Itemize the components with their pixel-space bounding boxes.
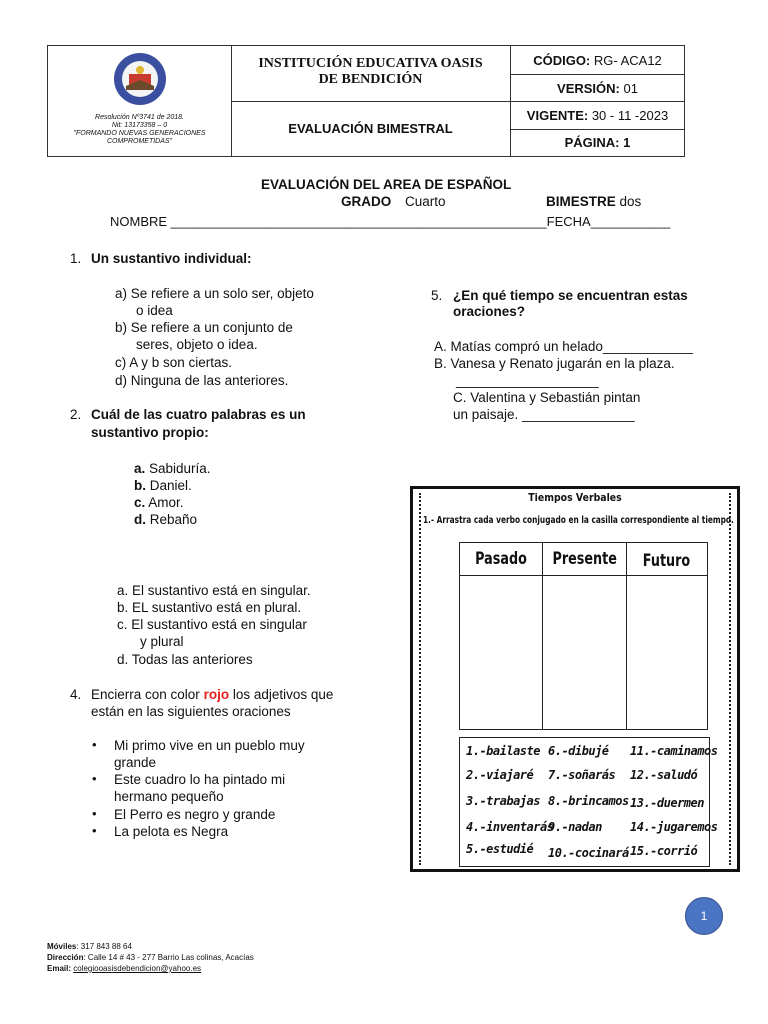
footer-address-label: Dirección: [47, 953, 84, 962]
q1-number: 1.: [70, 251, 82, 266]
q4-text-before: Encierra con color: [91, 687, 204, 702]
q2-option-d-letter: d.: [134, 512, 146, 527]
tense-table: [459, 542, 708, 730]
bullet-icon: •: [92, 823, 97, 838]
q2-option-c-text: Amor.: [145, 495, 184, 510]
footer-email-link[interactable]: colegiooasisdebendicion@yahoo.es: [73, 964, 202, 973]
vigente-value: 30 - 11 -2023: [588, 108, 669, 123]
q2-option-b-letter: b.: [134, 478, 146, 493]
column-futuro[interactable]: Futuro: [642, 551, 691, 571]
footer-email: [47, 963, 201, 974]
exam-title: EVALUACIÓN DEL AREA DE ESPAÑOL: [261, 177, 512, 192]
q5-number: 5.: [431, 288, 443, 303]
divider: [231, 101, 510, 102]
q2-option-b: [134, 477, 192, 494]
page-number-badge: 1: [685, 897, 723, 935]
verb-word[interactable]: 9.-nadan: [548, 820, 602, 834]
motto-text: "FORMANDO NUEVAS GENERACIONES COMPROMETIDAS": [73, 130, 206, 145]
row-divider: [460, 575, 707, 576]
q4-text: [91, 686, 333, 703]
q4-highlight-rojo: rojo: [203, 687, 230, 702]
grado-label: GRADO: [341, 194, 392, 209]
dotted-border-left: [419, 493, 421, 865]
q5-item-b: B. Vanesa y Renato jugarán en la plaza.: [434, 356, 675, 371]
institution-name: [231, 56, 510, 88]
q1-option-d: d) Ninguna de las anteriores.: [115, 373, 289, 388]
verb-word[interactable]: 8.-brincamos: [548, 794, 629, 808]
codigo-value: RG- ACA12: [590, 53, 662, 68]
q2-title-line1: Cuál de las cuatro palabras es un: [91, 407, 306, 422]
header-table: [47, 45, 685, 157]
codigo-row: [510, 53, 685, 68]
q5-title-line1: ¿En qué tiempo se encuentran estas: [453, 288, 688, 303]
bimestre-label: BIMESTRE: [546, 194, 616, 209]
tiempos-title: Tiempos Verbales: [528, 491, 622, 504]
q2-option-c: [134, 494, 184, 511]
footer-phones: [47, 941, 132, 952]
verb-word[interactable]: 11.-caminamos: [630, 744, 718, 758]
q2-number: 2.: [70, 407, 82, 422]
grado-value: Cuarto: [405, 194, 446, 209]
codigo-label: CÓDIGO:: [533, 53, 591, 68]
bimestre: [546, 193, 641, 210]
q2-option-b-text: Daniel.: [146, 478, 192, 493]
verb-word[interactable]: 10.-cocinará: [548, 846, 629, 860]
q4-sentence-4: La pelota es Negra: [114, 824, 229, 839]
version-label: VERSIÓN:: [557, 81, 620, 96]
school-logo-icon: [113, 52, 167, 106]
q2-option-a-letter: a.: [134, 461, 146, 476]
verb-word[interactable]: 15.-corrió: [630, 844, 698, 858]
q4-number: 4.: [70, 687, 82, 702]
verb-word[interactable]: 6.-dibujé: [548, 744, 609, 758]
divider: [510, 129, 685, 130]
q5-item-a: A. Matías compró un helado____________: [434, 339, 693, 354]
verb-word[interactable]: 2.-viajaré: [466, 768, 534, 782]
nit-text: Nit: 13173358 – 0: [111, 122, 168, 129]
q1-option-a-cont: o idea: [136, 303, 173, 318]
q5-title-line2: oraciones?: [453, 304, 526, 319]
tiempos-verbales-worksheet: [410, 486, 740, 872]
q5-item-c-cont: un paisaje. _______________: [453, 407, 635, 422]
q4-sentence-3: El Perro es negro y grande: [114, 807, 276, 822]
verb-word[interactable]: 12.-saludó: [630, 768, 698, 782]
bullet-icon: •: [92, 771, 97, 786]
q3-option-b: b. EL sustantivo está en plural.: [117, 600, 302, 615]
institution-cell: [231, 46, 511, 156]
footer-phones-label: Móviles: [47, 942, 77, 951]
verb-word[interactable]: 1.-bailaste: [466, 744, 540, 758]
q4-text-line2: están en las siguientes oraciones: [91, 704, 291, 719]
dotted-border-right: [729, 493, 731, 865]
vigente-label: VIGENTE:: [526, 108, 589, 123]
resolution-text: Resolución Nº3741 de 2018.: [95, 114, 184, 121]
q1-option-a: a) Se refiere a un solo ser, objeto: [115, 286, 314, 301]
bimestre-value: dos: [615, 194, 642, 209]
footer-address-value: : Calle 14 # 43 - 277 Barrio Las colinas, Acacías: [83, 953, 254, 962]
footer-phones-value: : 317 843 88 64: [76, 942, 132, 951]
bullet-icon: •: [92, 737, 97, 752]
q1-option-b-cont: seres, objeto o idea.: [136, 337, 258, 352]
q4-sentence-2-cont: hermano pequeño: [114, 789, 224, 804]
verb-word[interactable]: 3.-trabajas: [466, 794, 540, 808]
verb-word[interactable]: 4.-inventarás: [466, 820, 554, 834]
pagina-row: PÁGINA: 1: [564, 135, 631, 150]
q1-option-c: c) A y b son ciertas.: [115, 355, 233, 370]
verb-word[interactable]: 13.-duermen: [630, 796, 704, 810]
q3-option-d: d. Todas las anteriores: [117, 652, 253, 667]
divider: [510, 74, 685, 75]
column-pasado[interactable]: Pasado: [475, 549, 527, 569]
institution-line2: DE BENDICIÓN: [318, 72, 423, 87]
q3-option-a: a. El sustantivo está en singular.: [117, 583, 311, 598]
version-value: 01: [619, 81, 638, 96]
logo-cell: [48, 46, 232, 156]
footer-email-label: Email:: [47, 964, 72, 973]
divider: [510, 101, 685, 102]
col-divider: [626, 543, 627, 729]
verb-word[interactable]: 7.-soñarás: [548, 768, 616, 782]
col-divider: [542, 543, 543, 729]
q4-sentence-1: Mi primo vive en un pueblo muy: [114, 738, 305, 753]
q5-item-b-blank: ___________________: [456, 373, 599, 388]
q2-option-d: [134, 511, 197, 528]
evaluation-type: EVALUACIÓN BIMESTRAL: [288, 121, 453, 136]
meta-cell: [510, 46, 685, 156]
nombre-fecha-line: NOMBRE ____________________________________________________FECHA___________: [110, 214, 671, 229]
q4-sentence-2: Este cuadro lo ha pintado mi: [114, 772, 286, 787]
q1-option-b: b) Se refiere a un conjunto de: [115, 320, 293, 335]
q3-option-c-cont: y plural: [140, 634, 184, 649]
q2-option-a-text: Sabiduría.: [145, 461, 211, 476]
verb-word[interactable]: 14.-jugaremos: [630, 820, 718, 834]
q2-option-c-letter: c.: [134, 495, 146, 510]
bullet-icon: •: [92, 806, 97, 821]
verb-word[interactable]: 5.-estudié: [466, 842, 534, 856]
version-row: [510, 81, 685, 96]
q4-sentence-1-cont: grande: [114, 755, 157, 770]
q1-title: Un sustantivo individual:: [91, 251, 252, 266]
vigente-row: [510, 108, 685, 123]
q2-option-d-text: Rebaño: [146, 512, 198, 527]
q3-option-c: c. El sustantivo está en singular: [117, 617, 307, 632]
institution-line1: INSTITUCIÓN EDUCATIVA OASIS: [258, 56, 483, 71]
q2-option-a: [134, 460, 211, 477]
footer-address: [47, 952, 254, 963]
q4-text-after: los adjetivos que: [229, 687, 334, 702]
tiempos-instruction: 1.- Arrastra cada verbo conjugado en la casilla correspondiente al tiempo.: [423, 515, 734, 526]
q5-item-c: C. Valentina y Sebastián pintan: [453, 390, 641, 405]
column-presente[interactable]: Presente: [552, 549, 617, 569]
word-bank: [459, 737, 718, 867]
q2-title-line2: sustantivo propio:: [91, 425, 209, 440]
